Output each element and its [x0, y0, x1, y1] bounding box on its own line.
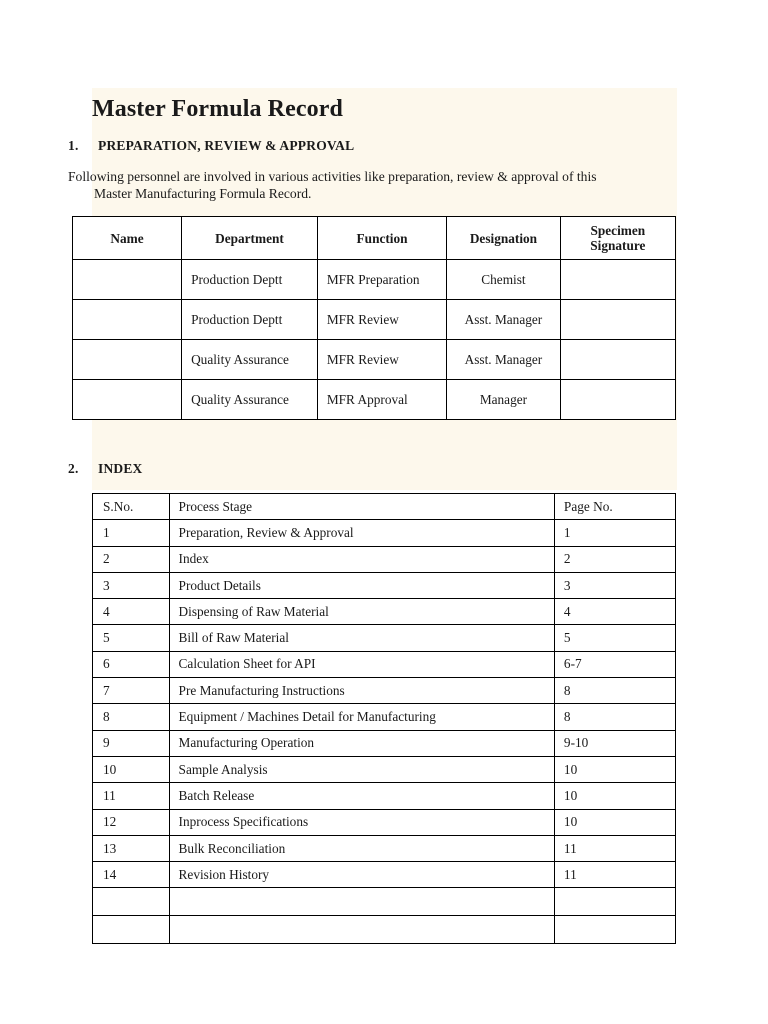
table-row	[93, 520, 676, 546]
cell-page: 4	[554, 599, 675, 625]
column-header-department: Department	[182, 217, 318, 260]
table-row	[93, 704, 676, 730]
cell-sno: 13	[93, 835, 170, 861]
cell-department: Production Deptt	[182, 260, 318, 300]
cell-sno: 3	[93, 572, 170, 598]
column-header-process-stage: Process Stage	[169, 494, 554, 520]
table-row	[93, 625, 676, 651]
cell-page: 1	[554, 520, 675, 546]
cell-stage: Dispensing of Raw Material	[169, 599, 554, 625]
cell-stage: Revision History	[169, 862, 554, 888]
cell-name	[73, 380, 182, 420]
cell-page: 9-10	[554, 730, 675, 756]
cell-page	[554, 888, 675, 916]
table-row	[93, 783, 676, 809]
cell-sno: 10	[93, 756, 170, 782]
cell-stage	[169, 916, 554, 944]
cell-sno: 4	[93, 599, 170, 625]
table-row	[73, 340, 676, 380]
cell-stage: Batch Release	[169, 783, 554, 809]
table-row	[93, 599, 676, 625]
table-row	[93, 546, 676, 572]
cell-stage: Product Details	[169, 572, 554, 598]
cell-designation: Chemist	[447, 260, 560, 300]
table-row	[93, 678, 676, 704]
cell-sno: 2	[93, 546, 170, 572]
index-table	[92, 493, 676, 944]
cell-sno: 9	[93, 730, 170, 756]
cell-sno	[93, 888, 170, 916]
table-row	[93, 835, 676, 861]
cell-stage: Sample Analysis	[169, 756, 554, 782]
cell-designation: Asst. Manager	[447, 300, 560, 340]
cell-page: 11	[554, 835, 675, 861]
cell-stage: Bill of Raw Material	[169, 625, 554, 651]
cell-stage: Manufacturing Operation	[169, 730, 554, 756]
table-row	[93, 888, 676, 916]
cell-sno: 14	[93, 862, 170, 888]
column-header-designation: Designation	[447, 217, 560, 260]
cell-page: 8	[554, 678, 675, 704]
cell-stage: Calculation Sheet for API	[169, 651, 554, 677]
table-header-row	[93, 494, 676, 520]
approval-table	[72, 216, 676, 420]
table-row	[93, 651, 676, 677]
cell-stage: Bulk Reconciliation	[169, 835, 554, 861]
specimen-line1: Specimen	[590, 223, 646, 238]
cell-stage	[169, 888, 554, 916]
table-row	[93, 862, 676, 888]
column-header-name: Name	[73, 217, 182, 260]
table-row	[93, 572, 676, 598]
column-header-page-no: Page No.	[554, 494, 675, 520]
cell-function: MFR Preparation	[317, 260, 446, 300]
cell-stage: Index	[169, 546, 554, 572]
column-header-sno: S.No.	[93, 494, 170, 520]
cell-page: 2	[554, 546, 675, 572]
cell-department: Quality Assurance	[182, 340, 318, 380]
cell-sno: 5	[93, 625, 170, 651]
section-title: INDEX	[98, 461, 143, 476]
cell-function: MFR Review	[317, 300, 446, 340]
section-title: PREPARATION, REVIEW & APPROVAL	[98, 138, 355, 153]
cell-signature	[560, 380, 675, 420]
cell-sno: 12	[93, 809, 170, 835]
column-header-specimen-signature	[560, 217, 675, 260]
cell-signature	[560, 300, 675, 340]
cell-function: MFR Review	[317, 340, 446, 380]
cell-sno	[93, 916, 170, 944]
intro-paragraph	[68, 168, 680, 202]
cell-page: 10	[554, 756, 675, 782]
column-header-function: Function	[317, 217, 446, 260]
cell-sno: 7	[93, 678, 170, 704]
table-row	[73, 380, 676, 420]
cell-page: 6-7	[554, 651, 675, 677]
cell-stage: Pre Manufacturing Instructions	[169, 678, 554, 704]
cell-name	[73, 260, 182, 300]
cell-page: 3	[554, 572, 675, 598]
cell-page: 11	[554, 862, 675, 888]
specimen-line2: Signature	[590, 238, 646, 253]
table-row	[73, 260, 676, 300]
cell-page: 8	[554, 704, 675, 730]
intro-paragraph-line1: Following personnel are involved in various activities like preparation, review & approval of this	[68, 169, 597, 184]
cell-department: Production Deptt	[182, 300, 318, 340]
cell-designation: Asst. Manager	[447, 340, 560, 380]
section-number: 2.	[68, 461, 79, 476]
cell-page: 10	[554, 783, 675, 809]
cell-stage: Preparation, Review & Approval	[169, 520, 554, 546]
cell-stage: Inprocess Specifications	[169, 809, 554, 835]
cell-department: Quality Assurance	[182, 380, 318, 420]
section-number: 1.	[68, 138, 79, 153]
table-row	[73, 300, 676, 340]
cell-designation: Manager	[447, 380, 560, 420]
cell-signature	[560, 340, 675, 380]
table-row	[93, 809, 676, 835]
table-row	[93, 756, 676, 782]
cell-page: 5	[554, 625, 675, 651]
cell-name	[73, 300, 182, 340]
cell-page: 10	[554, 809, 675, 835]
table-row	[93, 916, 676, 944]
cell-signature	[560, 260, 675, 300]
section-heading-preparation	[68, 138, 354, 154]
table-row	[93, 730, 676, 756]
cell-page	[554, 916, 675, 944]
cell-sno: 6	[93, 651, 170, 677]
cell-function: MFR Approval	[317, 380, 446, 420]
cell-name	[73, 340, 182, 380]
intro-paragraph-line2: Master Manufacturing Formula Record.	[94, 186, 312, 201]
cell-stage: Equipment / Machines Detail for Manufacturing	[169, 704, 554, 730]
page-title: Master Formula Record	[92, 96, 343, 122]
cell-sno: 8	[93, 704, 170, 730]
cell-sno: 1	[93, 520, 170, 546]
table-header-row	[73, 217, 676, 260]
cell-sno: 11	[93, 783, 170, 809]
section-heading-index	[68, 461, 143, 477]
